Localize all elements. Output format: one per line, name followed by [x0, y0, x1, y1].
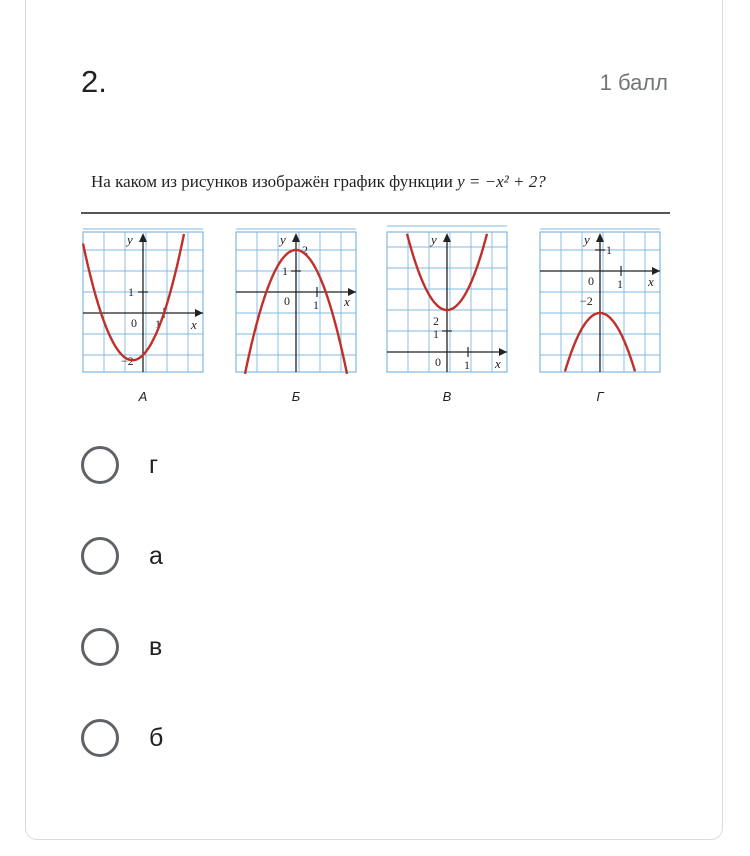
graph-b-tick: 1: [282, 264, 288, 278]
graph-v-tick: 2: [433, 314, 439, 328]
graph-g: [540, 232, 660, 404]
question-text-prefix: На каком из рисунков изображён график функции: [91, 172, 458, 191]
graph-b-x-label: x: [344, 294, 350, 309]
graph-a: [83, 232, 203, 404]
question-formula: y = −x² + 2?: [457, 172, 546, 191]
graph-b-y-label: y: [280, 232, 286, 247]
graph-g-x-label: x: [648, 274, 654, 289]
radio-button[interactable]: [81, 537, 119, 575]
option-g[interactable]: [81, 440, 481, 490]
graph-g-plot: [540, 232, 660, 372]
graph-b-caption: Б: [291, 389, 301, 404]
graph-v-y-label: y: [431, 232, 437, 247]
graph-v-x-label: x: [495, 356, 501, 371]
graph-v-plot: [387, 232, 507, 372]
graph-b-plot: [236, 232, 356, 372]
graph-v: [387, 232, 507, 404]
option-v[interactable]: [81, 622, 481, 672]
graph-v-tick: 0: [435, 355, 441, 369]
graph-a-caption: А: [138, 389, 148, 404]
option-label: б: [149, 723, 164, 752]
graph-g-tick: −2: [580, 294, 593, 308]
graph-g-tick: 1: [606, 243, 612, 257]
option-label: а: [149, 541, 163, 570]
graph-a-plot: [83, 232, 203, 372]
option-b[interactable]: [81, 713, 481, 763]
graph-g-tick: 1: [617, 277, 623, 291]
graph-a-tick: 1: [155, 317, 161, 331]
radio-button[interactable]: [81, 628, 119, 666]
graph-v-caption: В: [442, 389, 452, 404]
graph-a-tick: −2: [121, 354, 134, 368]
radio-button[interactable]: [81, 719, 119, 757]
option-a[interactable]: [81, 531, 481, 581]
question-number: 2.: [81, 64, 107, 99]
graph-b-tick: 2: [302, 243, 308, 257]
graph-v-x-arrow: [499, 348, 507, 356]
graph-g-caption: Г: [596, 389, 604, 404]
graph-a-x-arrow: [195, 309, 203, 317]
graph-a-x-label: x: [191, 317, 197, 332]
question-text: [91, 172, 546, 192]
question-points: 1 балл: [599, 70, 668, 95]
graph-a-y-label: y: [127, 232, 133, 247]
graph-a-tick: 0: [131, 316, 137, 330]
question-image: [81, 162, 670, 408]
graph-b-tick: 1: [313, 298, 319, 312]
graph-b-tick: 0: [284, 294, 290, 308]
graph-b: [236, 232, 356, 404]
graph-v-tick: 1: [433, 327, 439, 341]
option-label: г: [149, 450, 159, 479]
graph-a-tick: 1: [128, 285, 134, 299]
question-divider: [81, 212, 670, 214]
radio-button[interactable]: [81, 446, 119, 484]
option-label: в: [149, 632, 163, 661]
graph-g-y-label: y: [584, 232, 590, 247]
graph-g-tick: 0: [588, 274, 594, 288]
graph-v-tick: 1: [464, 358, 470, 372]
